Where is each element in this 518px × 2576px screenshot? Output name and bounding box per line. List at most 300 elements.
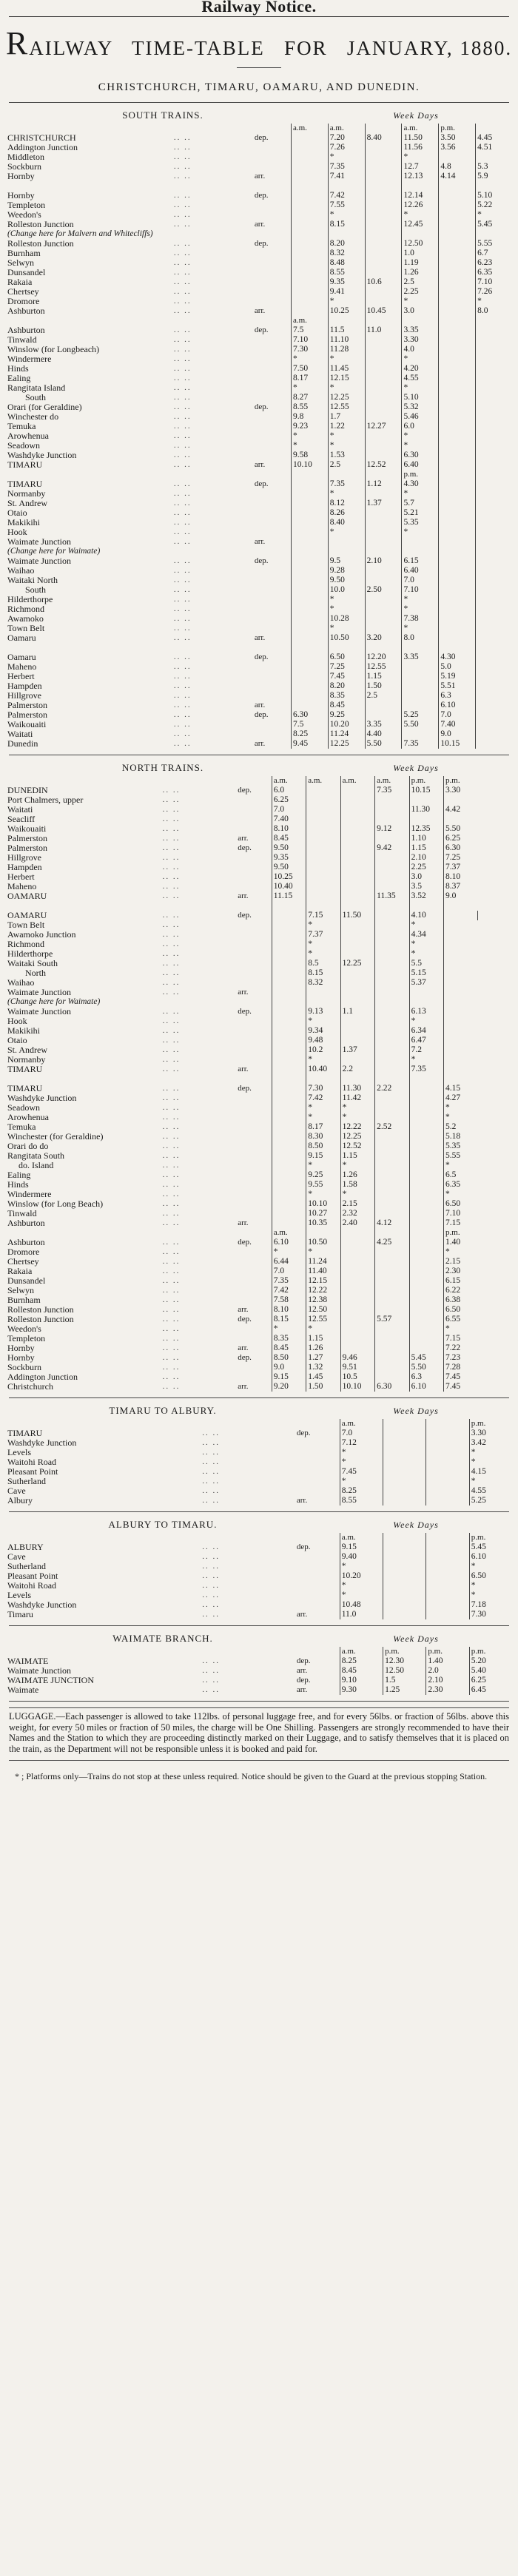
arr-dep-marker (253, 422, 292, 431)
departure-time: 10.48 (340, 1600, 383, 1610)
departure-time: 5.10 (402, 393, 439, 402)
leader-dots: .. .. (162, 930, 181, 939)
week-days-label: Week Days (393, 109, 439, 121)
departure-time (340, 1036, 374, 1045)
leader-dots: .. .. (202, 1656, 221, 1665)
station-name: Cave (7, 1551, 26, 1562)
departure-time: * (306, 1190, 340, 1199)
timetable-row (6, 815, 512, 824)
departure-time (444, 815, 478, 824)
departure-time (426, 1486, 469, 1496)
timetable-row (6, 383, 512, 393)
timetable-row (6, 1257, 512, 1267)
leader-dots: .. .. (162, 891, 181, 900)
timetable-row (6, 1496, 512, 1506)
timetable-row (6, 1334, 512, 1343)
arr-dep-marker (236, 1103, 272, 1113)
departure-time: * (328, 383, 365, 393)
departure-time (328, 470, 365, 479)
departure-time: 8.45 (272, 1343, 306, 1353)
departure-time: a.m. (340, 776, 374, 786)
leader-dots (201, 1419, 295, 1429)
departure-time: 3.56 (439, 143, 476, 152)
departure-time (272, 1026, 306, 1036)
timetable-row (6, 1267, 512, 1276)
timetable-row (6, 920, 512, 930)
departure-time (291, 268, 328, 277)
departure-time (340, 901, 374, 911)
departure-time: 1.19 (402, 258, 439, 268)
departure-time (291, 210, 328, 220)
departure-time: 1.37 (365, 499, 402, 508)
departure-time: 1.15 (340, 1151, 374, 1161)
station-name: DUNEDIN (7, 785, 48, 795)
departure-time (375, 1065, 409, 1074)
leader-dots: .. .. (173, 220, 192, 229)
departure-time (365, 537, 402, 547)
departure-time: 7.35 (272, 1276, 306, 1286)
arr-dep-marker (236, 1324, 272, 1334)
departure-time: * (328, 624, 365, 633)
departure-time (365, 508, 402, 518)
departure-time (365, 335, 402, 345)
departure-time (340, 1055, 374, 1065)
departure-time (291, 556, 328, 566)
departure-time: 12.38 (306, 1295, 340, 1305)
timetable-row (6, 1477, 512, 1486)
departure-time: 7.50 (291, 364, 328, 374)
arr-dep-marker (253, 431, 292, 441)
leader-dots: .. .. (162, 1276, 181, 1285)
departure-time: * (306, 920, 340, 930)
arr-dep-marker (236, 1142, 272, 1151)
departure-time (291, 172, 328, 181)
departure-time (439, 152, 476, 162)
departure-time (272, 1055, 306, 1065)
arr-dep-marker (253, 624, 292, 633)
arr-dep-marker (253, 595, 292, 604)
departure-time: 2.50 (365, 585, 402, 595)
departure-time: 5.50 (444, 824, 478, 834)
timetable-row (6, 470, 512, 479)
departure-time (402, 691, 439, 701)
departure-time: 7.23 (444, 1353, 478, 1363)
departure-time: * (306, 1161, 340, 1170)
section-divider (9, 1511, 509, 1512)
departure-time (383, 1467, 426, 1477)
departure-time: 11.24 (306, 1257, 340, 1267)
timetable-row (6, 633, 512, 643)
departure-time (340, 988, 374, 997)
section-heading (6, 760, 512, 776)
arr-dep-marker (295, 1600, 340, 1610)
departure-time: 5.25 (402, 710, 439, 720)
departure-time (375, 1324, 409, 1334)
departure-time: 8.25 (340, 1656, 383, 1666)
departure-time: 9.45 (291, 739, 328, 749)
timetable-row (6, 891, 512, 901)
departure-time: * (402, 604, 439, 614)
departure-time: 6.45 (469, 1685, 512, 1695)
departure-time (306, 824, 340, 834)
timetable-row (6, 556, 512, 566)
departure-time: 12.50 (402, 239, 439, 249)
leader-dots: .. .. (162, 968, 181, 977)
arr-dep-marker (295, 1571, 340, 1581)
timetable-row (6, 863, 512, 872)
leader-dots: .. .. (173, 691, 192, 700)
station-name: Seacliff (7, 814, 36, 824)
timetable-row (6, 643, 512, 653)
arr-dep-marker: dep. (254, 191, 269, 200)
arr-dep-marker (253, 720, 292, 729)
arr-dep-marker: dep. (296, 1429, 311, 1437)
departure-time: 2.10 (409, 853, 443, 863)
timetable-row (6, 1448, 512, 1457)
arr-dep-marker (236, 1170, 272, 1180)
departure-time (272, 959, 306, 968)
departure-time: 3.50 (439, 133, 476, 143)
arr-dep-marker (236, 1190, 272, 1199)
departure-time (375, 795, 409, 805)
leader-dots (172, 316, 253, 326)
departure-time (426, 1610, 469, 1619)
departure-time (476, 556, 512, 566)
arr-dep-marker (295, 1419, 340, 1429)
leader-dots: .. .. (162, 1372, 181, 1381)
departure-time: * (402, 595, 439, 604)
departure-time (272, 1190, 306, 1199)
departure-time (291, 672, 328, 681)
station-name: Hook (7, 527, 27, 537)
departure-time: * (328, 604, 365, 614)
departure-time (375, 1295, 409, 1305)
station-name: Addington Junction (7, 1372, 78, 1382)
arr-dep-marker: arr. (238, 834, 249, 843)
leader-dots: .. .. (202, 1542, 221, 1551)
departure-time (383, 1562, 426, 1571)
leader-dots (201, 1647, 295, 1656)
station-name: (Change here for Waimate) (7, 547, 101, 556)
departure-time: p.m. (426, 1647, 469, 1656)
arr-dep-marker (236, 863, 272, 872)
departure-time (291, 143, 328, 152)
arr-dep-marker: arr. (254, 220, 266, 229)
departure-time: 5.35 (444, 1142, 478, 1151)
leader-dots: .. .. (162, 1084, 181, 1093)
departure-time (306, 795, 340, 805)
departure-time (439, 441, 476, 451)
arr-dep-marker (236, 920, 272, 930)
leader-dots: .. .. (173, 527, 192, 536)
departure-time (439, 383, 476, 393)
departure-time: * (444, 1103, 478, 1113)
departure-time: 12.35 (409, 824, 443, 834)
departure-time (402, 537, 439, 547)
arr-dep-marker: dep. (254, 133, 269, 142)
leader-dots: .. .. (173, 739, 192, 748)
departure-time: * (402, 297, 439, 306)
departure-time: * (444, 1324, 478, 1334)
departure-time (272, 1122, 306, 1132)
arr-dep-marker (295, 1457, 340, 1467)
departure-time: 9.15 (340, 1542, 383, 1552)
departure-time (340, 978, 374, 988)
departure-time: 1.45 (306, 1372, 340, 1382)
departure-time (439, 229, 476, 239)
departure-time (444, 988, 478, 997)
timetable-row (6, 508, 512, 518)
departure-time (365, 451, 402, 460)
departure-time (383, 1419, 426, 1429)
departure-time (409, 1161, 443, 1170)
departure-time (409, 1113, 443, 1122)
departure-time: 9.25 (306, 1170, 340, 1180)
arr-dep-marker (236, 1247, 272, 1257)
leader-dots: .. .. (173, 402, 192, 411)
departure-time (375, 1142, 409, 1151)
leader-dots: .. .. (173, 152, 192, 161)
departure-time: 2.30 (426, 1685, 469, 1695)
departure-time (476, 576, 512, 585)
timetable-row (6, 268, 512, 277)
departure-time (402, 662, 439, 672)
timetable-row (6, 143, 512, 152)
station-name: Selwyn (7, 257, 34, 268)
timetable-row (6, 412, 512, 422)
departure-time (476, 152, 512, 162)
timetable-row (6, 172, 512, 181)
departure-time: * (291, 383, 328, 393)
departure-time: 9.55 (306, 1180, 340, 1190)
arr-dep-marker (236, 930, 272, 940)
departure-time: 10.20 (328, 720, 365, 729)
route-subtitle: CHRISTCHURCH, TIMARU, OAMARU, AND DUNEDIN. (98, 81, 420, 93)
departure-time (340, 824, 374, 834)
departure-time: * (306, 1113, 340, 1122)
station-name: Windermere (7, 1189, 52, 1199)
departure-time (272, 940, 306, 949)
leader-dots: .. .. (162, 882, 181, 891)
departure-time: 11.35 (375, 891, 409, 901)
departure-time (365, 258, 402, 268)
station-name: Hinds (7, 363, 29, 374)
departure-time: 10.45 (365, 306, 402, 316)
departure-time (291, 566, 328, 576)
departure-time: a.m. (340, 1647, 383, 1656)
departure-time (340, 1228, 374, 1238)
departure-time: 2.0 (426, 1666, 469, 1676)
departure-time: 7.15 (444, 1218, 478, 1228)
timetable-row (6, 527, 512, 537)
leader-dots: .. .. (173, 614, 192, 623)
timetable-row (6, 1151, 512, 1161)
leader-dots: .. .. (162, 959, 181, 968)
departure-time (444, 901, 478, 911)
departure-time: 7.0 (340, 1429, 383, 1438)
departure-time (365, 268, 402, 277)
timetable-sections (6, 107, 512, 1702)
station-name: Hilderthorpe (7, 594, 53, 604)
departure-time: 9.5 (328, 556, 365, 566)
departure-time: 7.30 (291, 345, 328, 354)
departure-time (340, 834, 374, 843)
timetable-row (6, 1199, 512, 1209)
departure-time: 4.45 (476, 133, 512, 143)
timetable-row (6, 1382, 512, 1392)
leader-dots: .. .. (162, 824, 181, 833)
departure-time: 6.23 (476, 258, 512, 268)
departure-time: 9.50 (272, 863, 306, 872)
departure-time (291, 239, 328, 249)
station-name: Waitaki North (7, 575, 58, 585)
station-name: Pleasant Point (7, 1571, 58, 1581)
departure-time (439, 364, 476, 374)
departure-time: 12.15 (306, 1276, 340, 1286)
timetable-row (6, 297, 512, 306)
departure-time (291, 287, 328, 297)
station-name: Arowhenua (7, 431, 49, 441)
leader-dots: .. .. (173, 383, 192, 392)
departure-time (426, 1571, 469, 1581)
departure-time: 7.20 (328, 133, 365, 143)
departure-time: 5.19 (439, 672, 476, 681)
leader-dots: .. .. (162, 920, 181, 929)
arr-dep-marker (295, 1477, 340, 1486)
station-name: Waikouaiti (7, 823, 47, 834)
arr-dep-marker: dep. (296, 1542, 311, 1551)
timetable-row (6, 1685, 512, 1695)
departure-time: 6.15 (402, 556, 439, 566)
leader-dots: .. .. (173, 479, 192, 488)
departure-time (444, 795, 478, 805)
departure-time (409, 1170, 443, 1180)
subtitle-divider (9, 102, 509, 103)
departure-time: * (272, 1247, 306, 1257)
station-name: Hampden (7, 862, 42, 872)
departure-time (375, 1363, 409, 1372)
leader-dots (172, 124, 253, 133)
departure-time: 8.48 (328, 258, 365, 268)
departure-time: * (340, 1103, 374, 1113)
departure-time: 8.55 (291, 402, 328, 412)
station-name: TIMARU (7, 479, 43, 489)
departure-time: 8.40 (365, 133, 402, 143)
departure-time: 5.7 (402, 499, 439, 508)
departure-time (272, 1113, 306, 1122)
departure-time: 12.22 (340, 1122, 374, 1132)
leader-dots: .. .. (162, 1065, 181, 1073)
arr-dep-marker (236, 1199, 272, 1209)
departure-time: * (328, 297, 365, 306)
departure-time: * (402, 383, 439, 393)
departure-time: 1.15 (409, 843, 443, 853)
leader-dots: .. .. (173, 508, 192, 517)
leader-dots: .. .. (162, 853, 181, 862)
departure-time (409, 1209, 443, 1218)
departure-time (476, 229, 512, 239)
departure-time (476, 489, 512, 499)
leader-dots: .. .. (202, 1600, 221, 1609)
arr-dep-marker (253, 527, 292, 537)
departure-time (402, 181, 439, 191)
departure-time (476, 499, 512, 508)
departure-time: 7.0 (439, 710, 476, 720)
departure-time (340, 1026, 374, 1036)
departure-time (272, 1007, 306, 1016)
departure-time (365, 643, 402, 653)
arr-dep-marker: arr. (238, 1305, 249, 1314)
departure-time: 7.25 (328, 662, 365, 672)
arr-dep-marker: dep. (296, 1656, 311, 1665)
departure-time: 9.41 (328, 287, 365, 297)
departure-time (444, 1026, 478, 1036)
arr-dep-marker: arr. (254, 172, 266, 181)
arr-dep-marker (253, 585, 292, 595)
departure-time: 7.10 (444, 1209, 478, 1218)
departure-time (476, 335, 512, 345)
departure-time (476, 662, 512, 672)
departure-time: a.m. (340, 1533, 383, 1542)
departure-time: 2.2 (340, 1065, 374, 1074)
arr-dep-marker (236, 978, 272, 988)
station-name: Tinwald (7, 334, 37, 345)
arr-dep-marker (253, 143, 292, 152)
departure-time: a.m. (291, 124, 328, 133)
departure-time (365, 624, 402, 633)
departure-time (291, 681, 328, 691)
leader-dots (201, 1533, 295, 1542)
departure-time: 9.8 (291, 412, 328, 422)
departure-time: 8.37 (444, 882, 478, 891)
departure-time: * (306, 940, 340, 949)
departure-time (306, 863, 340, 872)
departure-time (291, 537, 328, 547)
departure-time: 5.15 (409, 968, 443, 978)
departure-time: 7.15 (306, 911, 340, 920)
departure-time (409, 1238, 443, 1247)
departure-time (340, 1267, 374, 1276)
departure-time (478, 911, 512, 920)
station-name: Waimate Junction (7, 1006, 72, 1016)
departure-time (340, 805, 374, 815)
departure-time: 12.22 (306, 1286, 340, 1295)
departure-time (375, 1228, 409, 1238)
station-name: Hillgrove (7, 852, 41, 863)
departure-time: 7.30 (469, 1610, 512, 1619)
departure-time: 9.13 (306, 1007, 340, 1016)
station-name: St. Andrew (7, 1045, 47, 1055)
departure-time: 6.44 (272, 1257, 306, 1267)
leader-dots: .. .. (173, 191, 192, 200)
arr-dep-marker (253, 393, 292, 402)
arr-dep-marker (236, 805, 272, 815)
leader-dots: .. .. (162, 815, 181, 823)
arr-dep-marker (236, 1055, 272, 1065)
leader-dots: .. .. (202, 1666, 221, 1675)
departure-time (272, 1209, 306, 1218)
departure-time (383, 1571, 426, 1581)
leader-dots: .. .. (162, 1151, 181, 1160)
departure-time (375, 882, 409, 891)
arr-dep-marker: dep. (238, 1238, 252, 1247)
arr-dep-marker (236, 776, 272, 786)
departure-time (365, 710, 402, 720)
departure-time: 7.41 (328, 172, 365, 181)
departure-time: * (444, 1161, 478, 1170)
departure-time (272, 1151, 306, 1161)
departure-time (306, 901, 340, 911)
